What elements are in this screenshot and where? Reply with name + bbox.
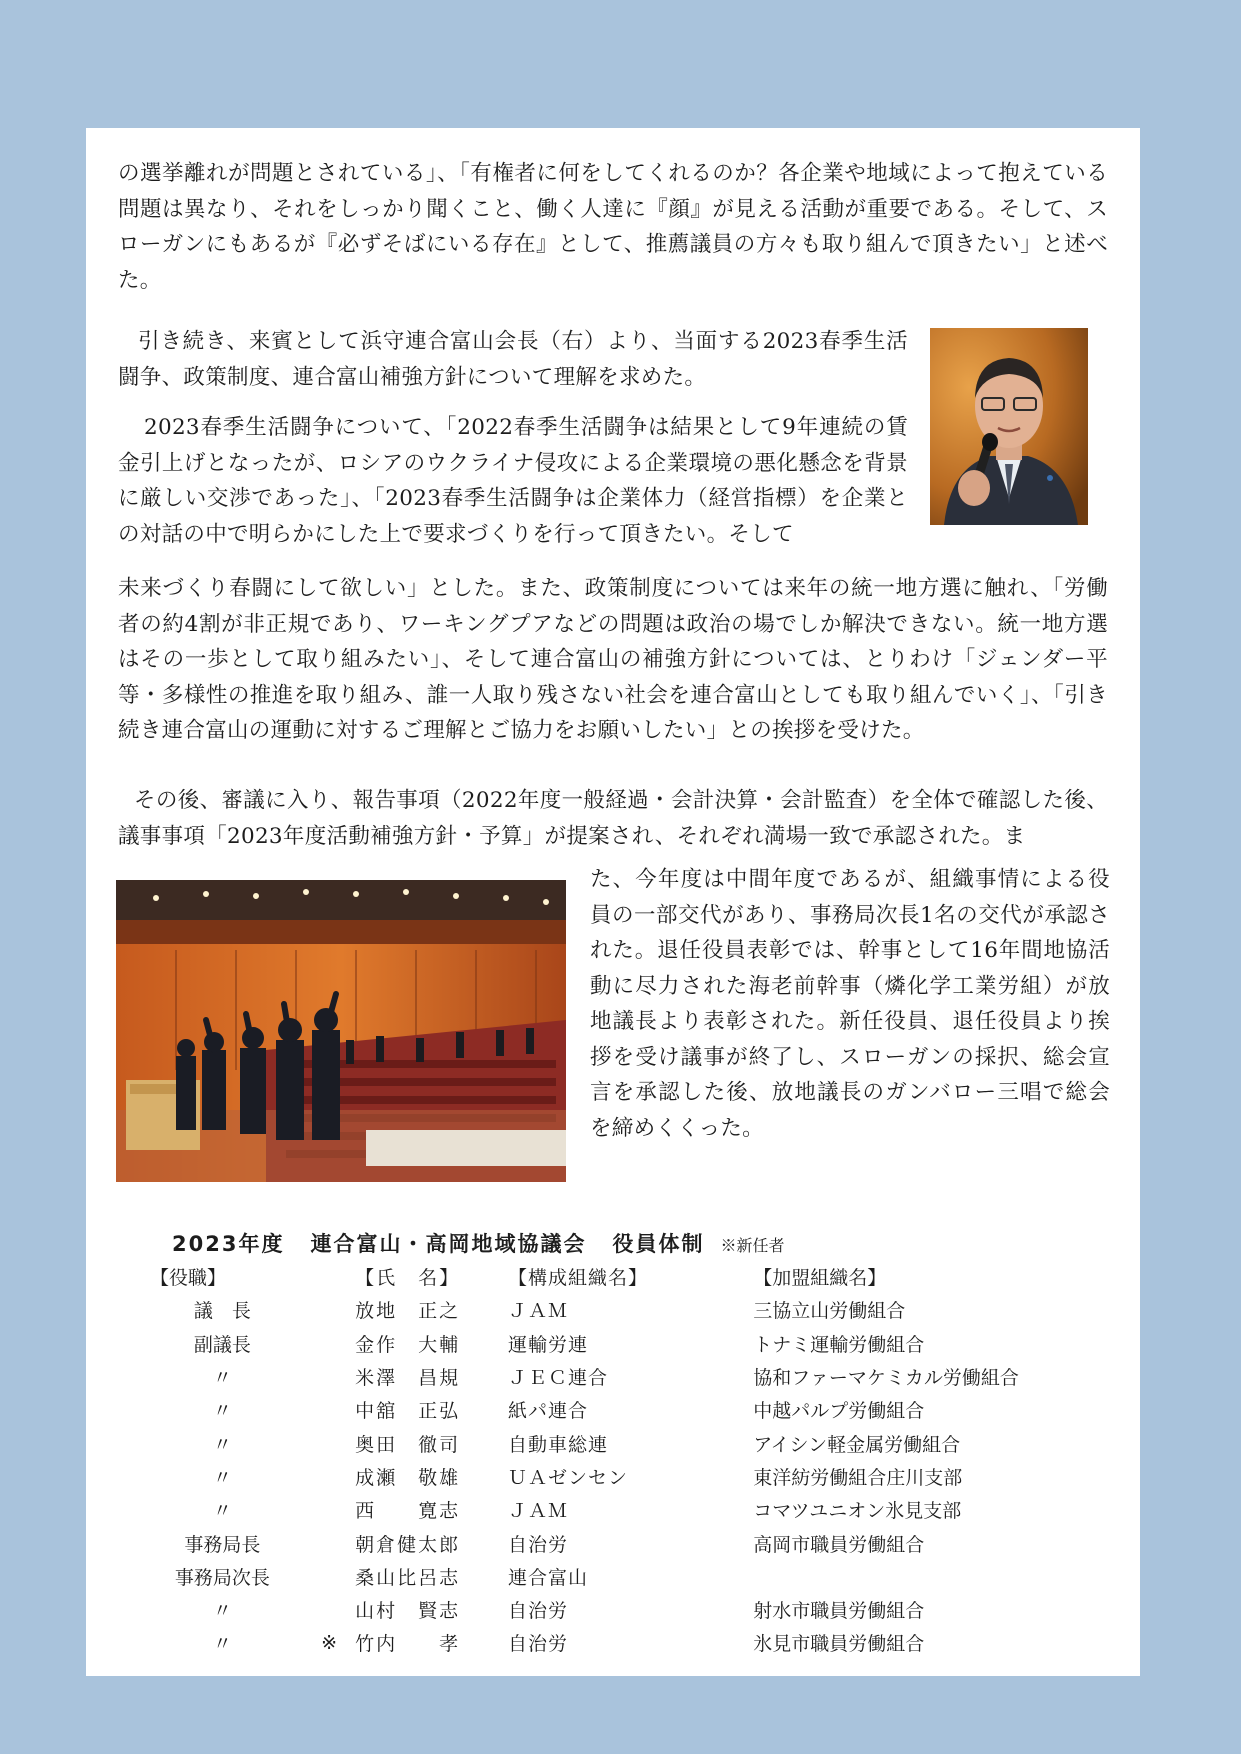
table-row xyxy=(150,1327,1070,1360)
cell-new-mark xyxy=(295,1560,355,1593)
cell-role: 〃 xyxy=(212,1400,232,1423)
cell-new-mark xyxy=(295,1327,355,1360)
cell-new-mark xyxy=(295,1293,355,1326)
cell-union: ＪＥＣ連合 xyxy=(508,1367,609,1390)
cell-name: 西 寛志 xyxy=(355,1500,461,1523)
article-paragraph-3b: 未来づくり春闘にして欲しい」とした。また、政策制度については来年の統一地方選に触れ、「労働者の約4割が非正規であり、ワーキングプアなどの問題は政治の場でしか解決できない。統一地方選はその一歩として取り組みたい」、そして連合富山の補強方針については、とりわけ「ジェンダー平等・多様性の推進を取り組み、誰一人取り残さない社会を連合富山としても取り組んでいく」、「引き続き連合富山の運動に対するご理解とご協力をお願いしたい」との挨拶を受けた。 xyxy=(118,576,1108,743)
cell-member xyxy=(753,1560,1070,1593)
table-row xyxy=(150,1393,1070,1426)
table-row xyxy=(150,1626,1070,1659)
header-role: 【役職】 xyxy=(150,1267,227,1290)
cell-new-mark xyxy=(295,1593,355,1626)
article-paragraph-4a: その後、審議に入り、報告事項（2022年度一般経過・会計決算・会計監査）を全体で確認した後、議事事項「2023年度活動補強方針・予算」が提案され、それぞれ満場一致で承認された。ま xyxy=(118,788,1108,849)
article-paragraph-4b: た、今年度は中間年度であるが、組織事情による役員の一部交代があり、事務局次長1名の交代が承認された。退任役員表彰では、幹事として16年間地協活動に尽力された海老前幹事（燐化学工業労組）が放地議長より表彰された。新任役員、退任役員より挨拶を受け議事が終了し、スローガンの採択、総会宣言を承認した後、放地議長のガンバロー三唱で総会を締めくくった。 xyxy=(590,867,1110,1141)
cell-name: 桑山比呂志 xyxy=(355,1566,461,1589)
assembly-hall-photo xyxy=(116,880,566,1182)
cell-union: ＪＡＭ xyxy=(508,1300,569,1323)
cell-role: 事務局次長 xyxy=(174,1566,270,1589)
cell-union: 自治労 xyxy=(508,1600,569,1623)
cell-name: 成瀬 敬雄 xyxy=(355,1466,461,1489)
table-row xyxy=(150,1460,1070,1493)
cell-union: 運輸労連 xyxy=(508,1333,589,1356)
article-paragraph-3a: 2023春季生活闘争について、「2022春季生活闘争は結果として9年連続の賃金引上げとなったが、ロシアのウクライナ侵攻による企業環境の悪化懸念を背景に厳しい交渉であった」、「2023春季生活闘争は企業体力（経営指標）を企業との対話の中で明らかにした上で要求づくりを行って頂きたい。そして xyxy=(118,415,908,547)
table-row xyxy=(150,1593,1070,1626)
cell-union: ＪＡＭ xyxy=(508,1500,569,1523)
cell-name: 山村 賢志 xyxy=(355,1600,461,1623)
cell-role: 〃 xyxy=(212,1633,232,1656)
article-paragraph-1: の選挙離れが問題とされている」、「有権者に何をしてくれるのか？各企業や地域によって抱えている問題は異なり、それをしっかり聞くこと、働く人達に『顔』が見える活動が重要である。そして、スローガンにもあるが『必ずそばにいる存在』として、推薦議員の方々も取り組んで頂きたい」と述べた。 xyxy=(118,161,1108,293)
cell-role: 事務局長 xyxy=(184,1533,261,1556)
cell-member: 東洋紡労働組合庄川支部 xyxy=(753,1466,963,1489)
table-row xyxy=(150,1293,1070,1326)
table-row xyxy=(150,1426,1070,1459)
cell-role: 議 長 xyxy=(193,1300,251,1323)
cell-role: 〃 xyxy=(212,1466,232,1489)
cell-new-mark xyxy=(295,1393,355,1426)
cell-role: 副議長 xyxy=(193,1333,251,1356)
cell-union: 紙パ連合 xyxy=(508,1400,589,1423)
cell-union: ＵＡゼンセン xyxy=(508,1466,629,1489)
cell-role: 〃 xyxy=(212,1433,232,1456)
cell-union: 自動車総連 xyxy=(508,1433,609,1456)
cell-new-mark xyxy=(295,1493,355,1526)
header-member: 【加盟組織名】 xyxy=(753,1267,887,1290)
cell-name: 朝倉健太郎 xyxy=(355,1533,461,1556)
roster-title-year: 2023年度 xyxy=(172,1232,285,1256)
header-name: 【氏 名】 xyxy=(355,1267,461,1290)
cell-name: 奥田 徹司 xyxy=(355,1433,461,1456)
cell-union: 連合富山 xyxy=(508,1566,589,1589)
header-union: 【構成組織名】 xyxy=(508,1267,649,1290)
cell-new-mark xyxy=(295,1460,355,1493)
speaker-photo xyxy=(930,328,1088,525)
header-mark xyxy=(295,1260,355,1293)
roster-title xyxy=(172,1228,784,1258)
table-row xyxy=(150,1526,1070,1559)
roster-title-org: 連合富山・高岡地域協議会 xyxy=(310,1232,587,1256)
cell-role: 〃 xyxy=(212,1367,232,1390)
cell-union: 自治労 xyxy=(508,1633,569,1656)
cell-new-mark: ※ xyxy=(321,1631,338,1654)
roster-title-suffix: 役員体制 xyxy=(612,1232,705,1256)
table-row xyxy=(150,1360,1070,1393)
cell-member: コマツユニオン氷見支部 xyxy=(753,1500,962,1523)
cell-name: 竹内 孝 xyxy=(355,1633,461,1656)
cell-name: 放地 正之 xyxy=(355,1300,461,1323)
cell-member: 射水市職員労働組合 xyxy=(753,1600,925,1623)
roster-header-row xyxy=(150,1260,1070,1293)
cell-member: 中越パルプ労働組合 xyxy=(753,1400,925,1423)
article-paragraph-2: 引き続き、来賓として浜守連合富山会長（右）より、当面する2023春季生活闘争、政策制度、連合富山補強方針について理解を求めた。 xyxy=(118,329,908,390)
cell-name: 金作 大輔 xyxy=(355,1333,461,1356)
table-row xyxy=(150,1560,1070,1593)
cell-member: アイシン軽金属労働組合 xyxy=(753,1433,961,1456)
officer-roster-table xyxy=(150,1260,1070,1660)
cell-union: 自治労 xyxy=(508,1533,569,1556)
table-row xyxy=(150,1493,1070,1526)
cell-new-mark xyxy=(295,1426,355,1459)
cell-member: 高岡市職員労働組合 xyxy=(753,1533,925,1556)
cell-new-mark xyxy=(295,1526,355,1559)
roster-new-member-note: ※新任者 xyxy=(720,1236,785,1255)
cell-member: トナミ運輸労働組合 xyxy=(753,1333,925,1356)
cell-new-mark xyxy=(295,1360,355,1393)
cell-role: 〃 xyxy=(212,1500,232,1523)
cell-member: 三協立山労働組合 xyxy=(753,1300,906,1323)
cell-member: 協和ファーマケミカル労働組合 xyxy=(753,1367,1019,1390)
cell-name: 米澤 昌規 xyxy=(355,1367,461,1390)
cell-name: 中舘 正弘 xyxy=(355,1400,461,1423)
cell-role: 〃 xyxy=(212,1600,232,1623)
cell-member: 氷見市職員労働組合 xyxy=(753,1633,925,1656)
